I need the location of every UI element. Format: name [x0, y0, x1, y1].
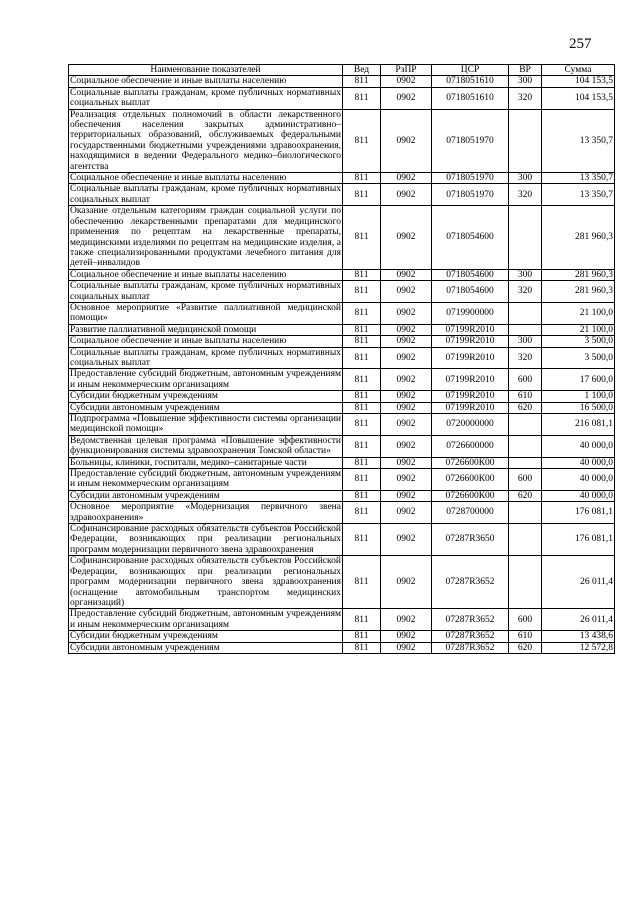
header-ved: Вед [343, 65, 381, 76]
table-row [69, 524, 615, 556]
cell-csr: 07199R2010 [432, 336, 509, 347]
cell-name: Социальные выплаты гражданам, кроме публичных нормативных социальных выплат [70, 347, 341, 368]
cell-rzpr: 0902 [381, 502, 432, 524]
cell-name: Ведомственная целевая программа «Повышение эффективности функционирования системы здравоохранения Томской области» [70, 435, 341, 457]
cell-name: Субсидии бюджетным учреждениям [69, 631, 343, 642]
cell-name: Реализация отдельных полномочий в области лекарственного обеспечения населения закрытых административно–территориальных образований, обслуживаемых федеральными государственными бюджетными учреждениями здравоохранения, находящимися в ведении Федерального медико–биологического агентства [70, 109, 341, 172]
table-row [69, 76, 615, 87]
cell-sum: 104 153,5 [542, 87, 615, 109]
cell-name: Социальное обеспечение и иные выплаты населению [69, 269, 343, 280]
cell-ved: 811 [343, 336, 381, 347]
cell-ved: 811 [343, 324, 381, 335]
cell-rzpr: 0902 [381, 336, 432, 347]
cell-rzpr: 0902 [381, 184, 432, 206]
table-row [69, 369, 615, 391]
cell-csr: 0718051970 [432, 184, 509, 206]
cell-ved: 811 [343, 642, 381, 653]
cell-name: Социальные выплаты гражданам, кроме публичных нормативных социальных выплат [70, 281, 341, 302]
cell-vr: 300 [509, 269, 542, 280]
cell-vr: 600 [509, 609, 542, 631]
cell-ved: 811 [343, 402, 381, 413]
cell-sum: 281 960,3 [542, 206, 615, 269]
table-row [69, 302, 615, 324]
cell-rzpr: 0902 [381, 109, 432, 172]
cell-sum: 13 350,7 [542, 184, 615, 206]
cell-vr [509, 324, 542, 335]
header-sum: Сумма [542, 65, 615, 76]
cell-rzpr: 0902 [381, 490, 432, 501]
cell-csr: 07287R3652 [432, 642, 509, 653]
cell-ved: 811 [343, 414, 381, 436]
cell-sum: 1 100,0 [542, 391, 615, 402]
cell-name: Социальное обеспечение и иные выплаты населению [69, 336, 343, 347]
cell-sum: 281 960,3 [542, 269, 615, 280]
cell-name: Субсидии автономным учреждениям [69, 402, 343, 413]
cell-sum: 216 081,1 [542, 414, 615, 436]
table-row [69, 336, 615, 347]
cell-vr [509, 524, 542, 556]
table-row [69, 347, 615, 369]
cell-ved: 811 [343, 302, 381, 324]
cell-ved: 811 [343, 269, 381, 280]
cell-csr: 07199R2010 [432, 369, 509, 391]
cell-sum: 26 011,4 [542, 609, 615, 631]
cell-ved: 811 [343, 490, 381, 501]
cell-name: Субсидии бюджетным учреждениям [69, 391, 343, 402]
cell-vr: 320 [509, 87, 542, 109]
cell-rzpr: 0902 [381, 302, 432, 324]
table-row [69, 281, 615, 303]
cell-name: Развитие паллиативной медицинской помощи [69, 324, 343, 335]
cell-vr [509, 435, 542, 457]
cell-sum: 281 960,3 [542, 281, 615, 303]
cell-vr: 620 [509, 642, 542, 653]
cell-vr [509, 556, 542, 609]
cell-ved: 811 [343, 631, 381, 642]
cell-vr: 300 [509, 336, 542, 347]
cell-ved: 811 [343, 502, 381, 524]
table-row [69, 391, 615, 402]
cell-ved: 811 [343, 206, 381, 269]
cell-ved: 811 [343, 524, 381, 556]
table-row [69, 206, 615, 269]
table-row [69, 631, 615, 642]
cell-sum: 21 100,0 [542, 324, 615, 335]
cell-csr: 0719900000 [432, 302, 509, 324]
cell-rzpr: 0902 [381, 435, 432, 457]
cell-sum: 176 081,1 [542, 502, 615, 524]
table-row [69, 87, 615, 109]
cell-ved: 811 [343, 173, 381, 184]
cell-name: Софинансирование расходных обязательств субъектов Российской Федерации, возникающих при реализации региональных программ модернизации первичного звена здравоохранения (оснащение автомобильным транспортом медицинских организаций) [70, 556, 341, 608]
cell-rzpr: 0902 [381, 556, 432, 609]
cell-rzpr: 0902 [381, 324, 432, 335]
cell-rzpr: 0902 [381, 206, 432, 269]
header-rzpr: РзПР [381, 65, 432, 76]
cell-rzpr: 0902 [381, 457, 432, 468]
cell-name: Субсидии автономным учреждениям [69, 490, 343, 501]
cell-rzpr: 0902 [381, 642, 432, 653]
cell-csr: 0718051970 [432, 173, 509, 184]
cell-name: Основное мероприятие «Модернизация первичного звена здравоохранения» [70, 502, 341, 523]
cell-vr [509, 206, 542, 269]
cell-csr: 07287R3650 [432, 524, 509, 556]
cell-vr: 610 [509, 391, 542, 402]
cell-csr: 07287R3652 [432, 609, 509, 631]
cell-sum: 13 350,7 [542, 109, 615, 172]
cell-rzpr: 0902 [381, 391, 432, 402]
cell-csr: 0728700000 [432, 502, 509, 524]
cell-vr: 610 [509, 631, 542, 642]
cell-sum: 40 000,0 [542, 457, 615, 468]
cell-vr: 320 [509, 347, 542, 369]
cell-vr: 300 [509, 76, 542, 87]
cell-csr: 0718051970 [432, 109, 509, 172]
cell-ved: 811 [343, 109, 381, 172]
cell-rzpr: 0902 [381, 414, 432, 436]
header-name: Наименование показателей [69, 65, 343, 76]
cell-vr: 320 [509, 281, 542, 303]
cell-rzpr: 0902 [381, 269, 432, 280]
cell-sum: 16 500,0 [542, 402, 615, 413]
table-row [69, 469, 615, 491]
table-row [69, 490, 615, 501]
cell-rzpr: 0902 [381, 524, 432, 556]
cell-vr: 320 [509, 184, 542, 206]
cell-ved: 811 [343, 391, 381, 402]
cell-sum: 17 600,0 [542, 369, 615, 391]
table-row [69, 269, 615, 280]
table-body [69, 76, 615, 654]
cell-sum: 13 350,7 [542, 173, 615, 184]
cell-name: Оказание отдельным категориям граждан социальной услуги по обеспечению лекарственными препаратами для медицинского применения по рецептам на лекарственные препараты, медицинскими изделиями по рецептам на медицинские изделия, а также специализированными продуктами лечебного питания для детей–инвалидов [70, 206, 341, 269]
cell-csr: 0718054600 [432, 269, 509, 280]
cell-sum: 40 000,0 [542, 469, 615, 491]
page-number: 257 [569, 36, 592, 52]
cell-ved: 811 [343, 609, 381, 631]
cell-csr: 07199R2010 [432, 402, 509, 413]
cell-ved: 811 [343, 556, 381, 609]
table-row [69, 173, 615, 184]
table-row [69, 457, 615, 468]
cell-csr: 0718054600 [432, 281, 509, 303]
cell-name: Социальные выплаты гражданам, кроме публичных нормативных социальных выплат [70, 87, 341, 109]
budget-table [68, 64, 615, 654]
cell-csr: 0718051610 [432, 76, 509, 87]
cell-rzpr: 0902 [381, 347, 432, 369]
cell-sum: 3 500,0 [542, 336, 615, 347]
cell-vr [509, 502, 542, 524]
cell-rzpr: 0902 [381, 631, 432, 642]
cell-sum: 176 081,1 [542, 524, 615, 556]
cell-name: Социальные выплаты гражданам, кроме публичных нормативных социальных выплат [70, 184, 341, 205]
cell-sum: 40 000,0 [542, 490, 615, 501]
cell-csr: 0718051610 [432, 87, 509, 109]
cell-sum: 104 153,5 [542, 76, 615, 87]
table-row [69, 324, 615, 335]
cell-vr [509, 109, 542, 172]
cell-ved: 811 [343, 76, 381, 87]
cell-sum: 26 011,4 [542, 556, 615, 609]
cell-csr: 07199R2010 [432, 347, 509, 369]
table-row [69, 502, 615, 524]
cell-csr: 07199R2010 [432, 324, 509, 335]
cell-csr: 07287R3652 [432, 631, 509, 642]
cell-name: Больницы, клиники, госпитали, медико–санитарные части [69, 457, 343, 468]
cell-csr: 0726600К00 [432, 490, 509, 501]
cell-csr: 07199R2010 [432, 391, 509, 402]
cell-rzpr: 0902 [381, 402, 432, 413]
cell-sum: 3 500,0 [542, 347, 615, 369]
table-row [69, 402, 615, 413]
cell-csr: 07287R3652 [432, 556, 509, 609]
table-header [69, 65, 615, 76]
cell-vr: 600 [509, 369, 542, 391]
cell-ved: 811 [343, 347, 381, 369]
table-row [69, 414, 615, 436]
cell-vr: 600 [509, 469, 542, 491]
header-vr: ВР [509, 65, 542, 76]
cell-vr [509, 414, 542, 436]
table-row [69, 556, 615, 609]
cell-ved: 811 [343, 369, 381, 391]
cell-csr: 0726600К00 [432, 469, 509, 491]
cell-csr: 0726600К00 [432, 457, 509, 468]
cell-vr: 620 [509, 402, 542, 413]
table-row [69, 184, 615, 206]
cell-name: Основное мероприятие «Развитие паллиативной медицинской помощи» [70, 302, 341, 324]
cell-name: Софинансирование расходных обязательств субъектов Российской Федерации, возникающих при реализации региональных программ модернизации первичного звена здравоохранения [70, 524, 341, 555]
cell-csr: 0726600000 [432, 435, 509, 457]
cell-vr: 300 [509, 173, 542, 184]
cell-ved: 811 [343, 469, 381, 491]
cell-name: Предоставление субсидий бюджетным, автономным учреждениям и иным некоммерческим организациям [70, 469, 341, 490]
table-row [69, 609, 615, 631]
header-csr: ЦСР [432, 65, 509, 76]
cell-rzpr: 0902 [381, 609, 432, 631]
table-row [69, 435, 615, 457]
cell-name: Социальное обеспечение и иные выплаты населению [69, 76, 343, 87]
cell-rzpr: 0902 [381, 76, 432, 87]
header-row [69, 65, 615, 76]
cell-rzpr: 0902 [381, 173, 432, 184]
cell-csr: 0720000000 [432, 414, 509, 436]
cell-name: Подпрограмма «Повышение эффективности системы организации медицинской помощи» [70, 414, 341, 435]
cell-sum: 21 100,0 [542, 302, 615, 324]
cell-name: Субсидии автономным учреждениям [69, 642, 343, 653]
cell-ved: 811 [343, 87, 381, 109]
table-row [69, 642, 615, 653]
cell-ved: 811 [343, 435, 381, 457]
cell-rzpr: 0902 [381, 369, 432, 391]
cell-vr [509, 302, 542, 324]
cell-name: Предоставление субсидий бюджетным, автономным учреждениям и иным некоммерческим организациям [70, 609, 341, 630]
cell-sum: 12 572,8 [542, 642, 615, 653]
cell-sum: 40 000,0 [542, 435, 615, 457]
cell-rzpr: 0902 [381, 469, 432, 491]
cell-rzpr: 0902 [381, 281, 432, 303]
cell-rzpr: 0902 [381, 87, 432, 109]
cell-ved: 811 [343, 184, 381, 206]
cell-vr: 620 [509, 490, 542, 501]
table-row [69, 109, 615, 172]
cell-vr [509, 457, 542, 468]
cell-csr: 0718054600 [432, 206, 509, 269]
cell-ved: 811 [343, 281, 381, 303]
cell-ved: 811 [343, 457, 381, 468]
cell-name: Социальное обеспечение и иные выплаты населению [69, 173, 343, 184]
cell-name: Предоставление субсидий бюджетным, автономным учреждениям и иным некоммерческим организациям [70, 369, 341, 390]
cell-sum: 13 438,6 [542, 631, 615, 642]
